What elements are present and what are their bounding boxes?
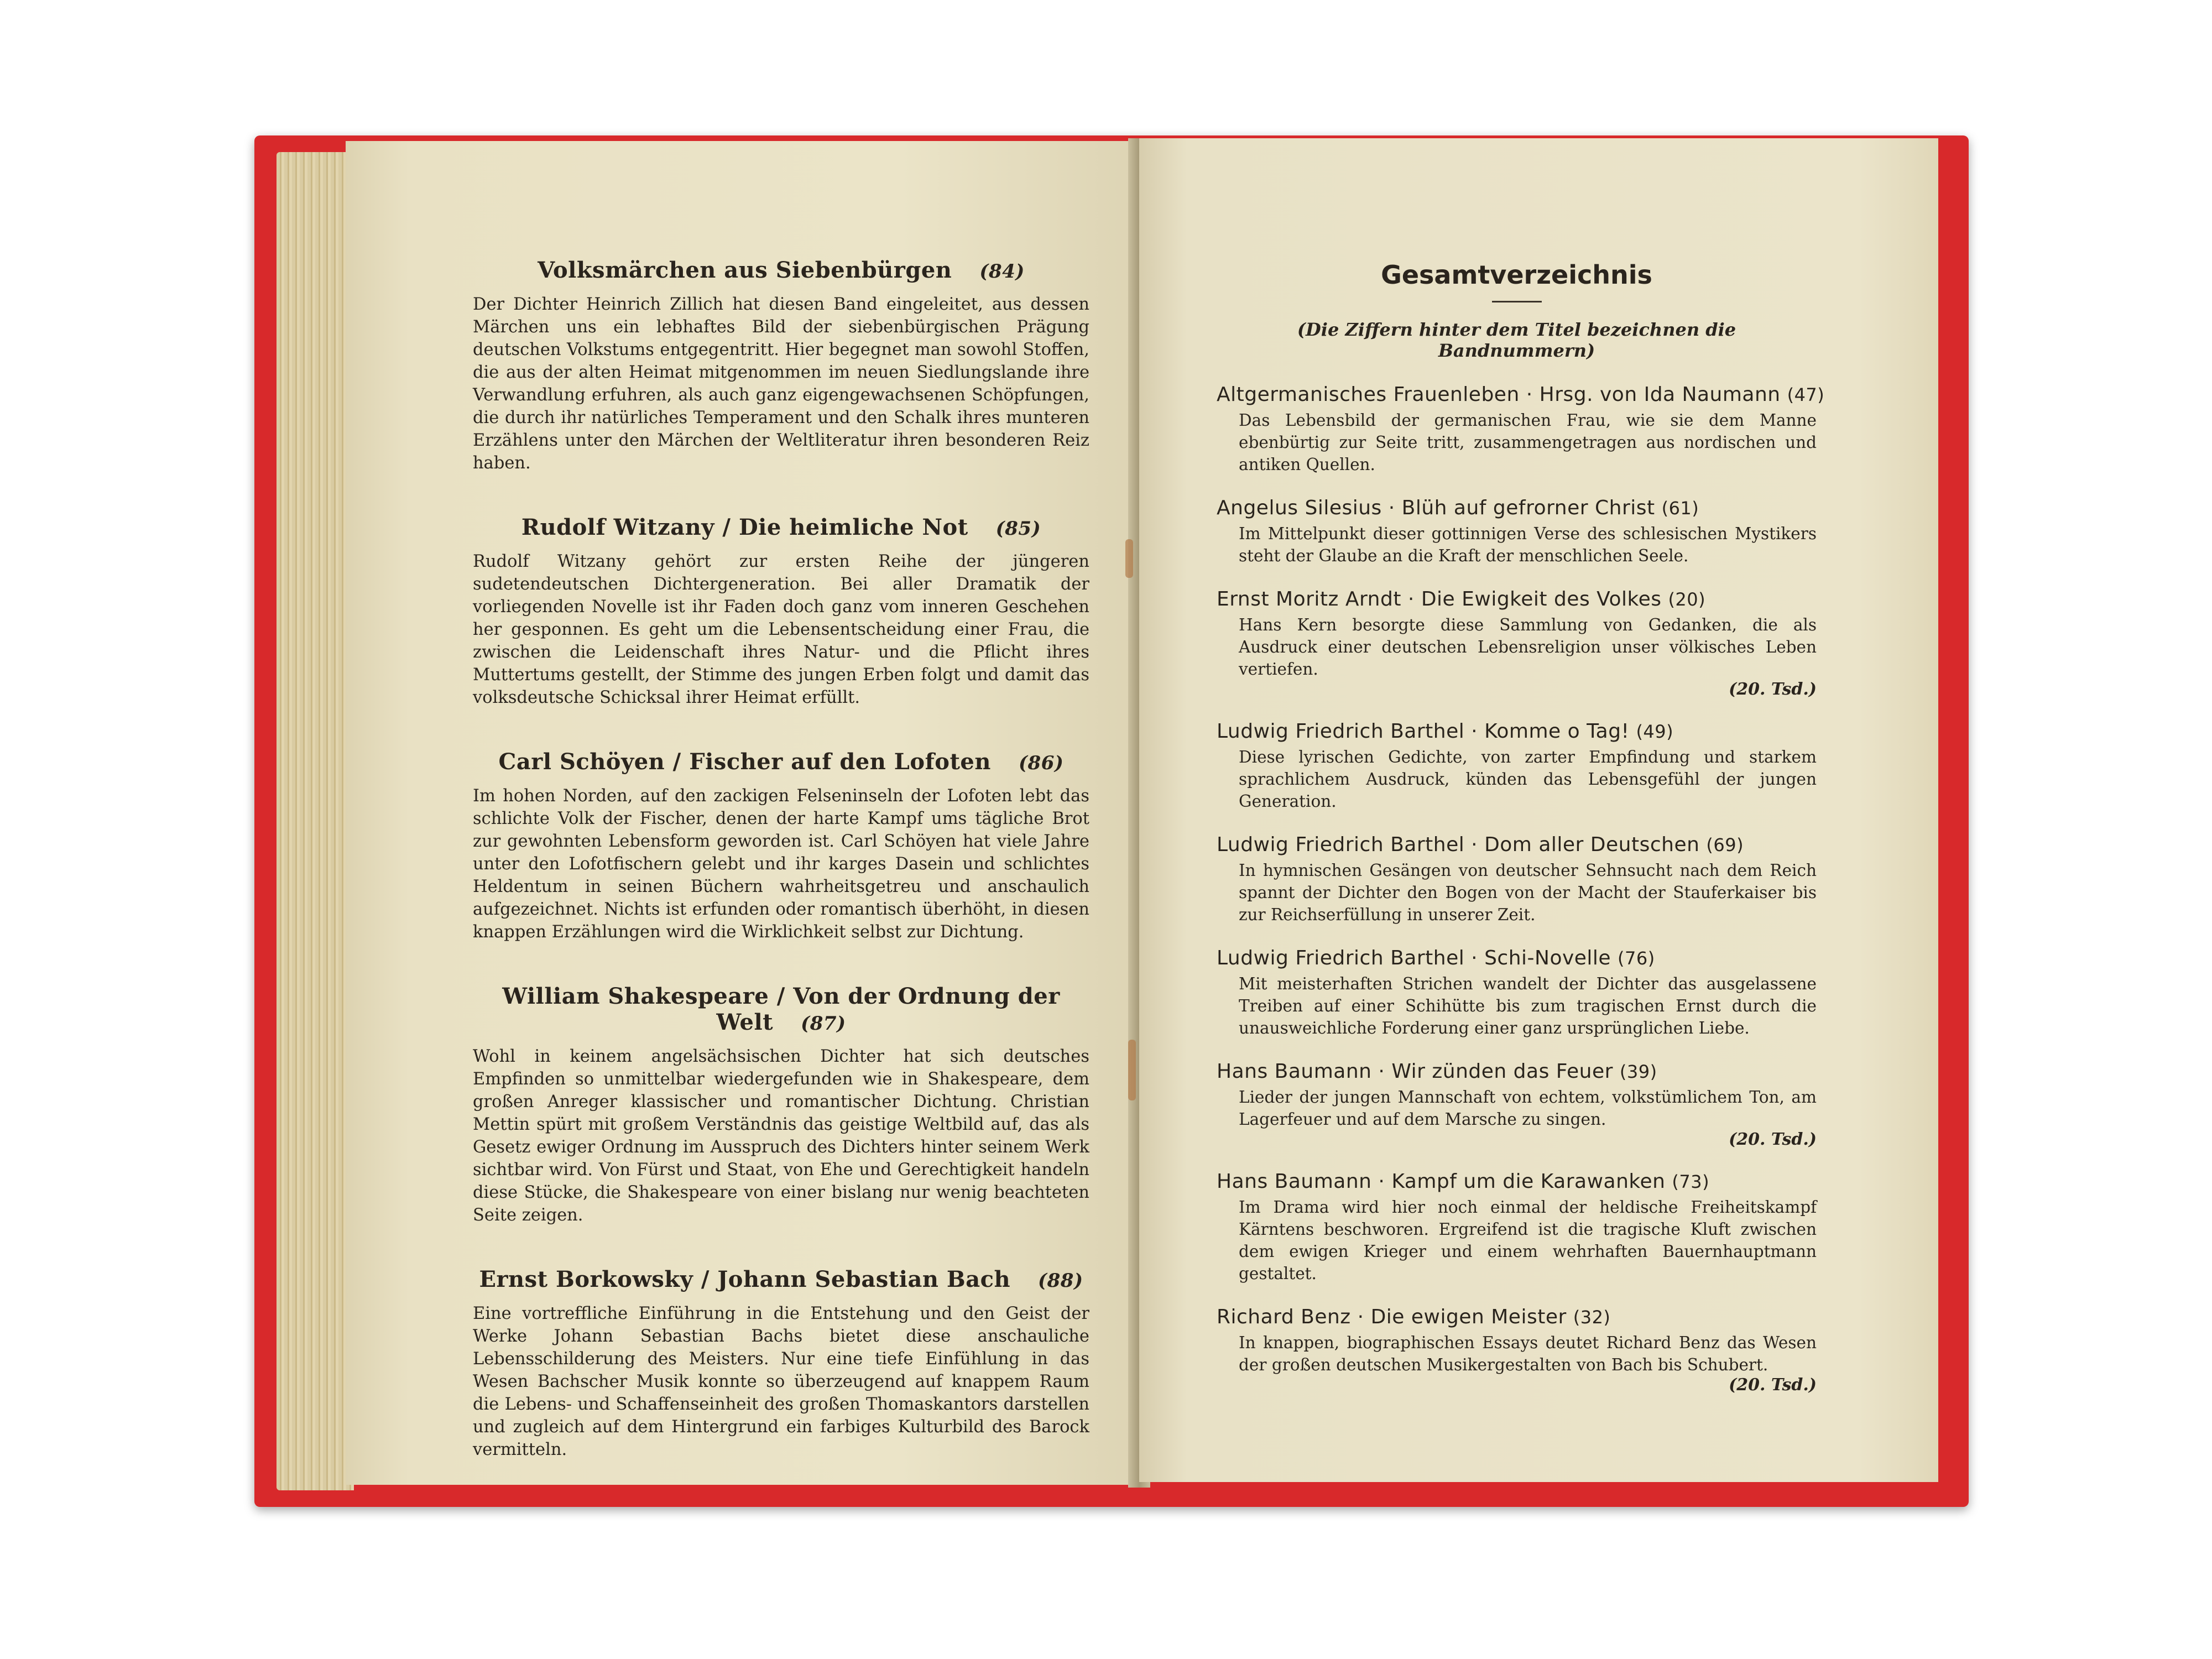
entry-description: Rudolf Witzany gehört zur ersten Reihe der jüngeren sudetendeutschen Dichtergeneration. Bei aller Dramatik der vorliegenden Novelle ist ihr Faden doch ganz vom inneren Geschehen her gesponnen. Es geht um die Lebensentscheidung einer Frau, die zwischen die Leidenschaft ihres Natur- und die Pflicht ihres Muttertums gestellt, der Stimme des jungen Erben folgt und damit das volksdeutsche Schicksal ihrer Heimat erfüllt. — [473, 552, 1089, 707]
volume-number: (47) — [1787, 384, 1825, 405]
catalog-author: Ernst Moritz Arndt — [1217, 588, 1401, 611]
volume-number: (86) — [1018, 752, 1064, 774]
gutter-stain — [1125, 539, 1133, 578]
catalog-title-text: Schi-Novelle — [1484, 947, 1611, 969]
catalog-description: Mit meisterhaften Strichen wandelt der Dichter das ausgelassene Treiben auf einer Schihütte bis zum tragischen Ernst durch die unausweichliche Forderung einer ganz ursprünglichen Liebe. — [1239, 974, 1817, 1037]
catalog-title-text: Komme o Tag! — [1484, 720, 1630, 743]
gutter-stain — [1128, 1040, 1136, 1100]
entry-88 — [473, 1266, 1089, 1461]
page-edges — [276, 152, 354, 1490]
catalog-author: Ludwig Friedrich Barthel — [1217, 720, 1465, 743]
catalog-entry-heading: Ernst Moritz Arndt · Die Ewigkeit des Volkes (20) — [1217, 588, 1706, 611]
entry-description: Der Dichter Heinrich Zillich hat diesen Band eingeleitet, aus dessen Märchen uns ein lebhaftes Bild der siebenbürgischen Prägung deutschen Volkstums entgegentritt. Hier begegnet man sowohl Stoffen, die aus der alten Heimat mitgenommen im neuen Siedlungslande ihre Verwandlung erfuhren, als auch ganz eigengewachsenen Schöpfungen, die durch ihr natürliches Temperament und den Schalk ihres munteren Erzählens unter den Märchen der Weltliteratur ihren besonderen Reiz haben. — [473, 295, 1089, 473]
catalog-title-text: Hrsg. von Ida Naumann — [1539, 383, 1781, 406]
catalog-description: In knappen, biographischen Essays deutet Richard Benz das Wesen der großen deutschen Musikergestalten von Bach bis Schubert. — [1239, 1333, 1817, 1374]
entry-heading — [473, 514, 1089, 540]
catalog-note: (Die Ziffern hinter dem Titel bezeichnen die Bandnummern) — [1297, 319, 1736, 361]
entry-title: Rudolf Witzany / Die heimliche Not — [521, 514, 968, 540]
volume-number: (87) — [801, 1013, 846, 1035]
catalog-entry-heading: Ludwig Friedrich Barthel · Schi-Novelle (76) — [1217, 947, 1655, 969]
catalog-entry-heading: Ludwig Friedrich Barthel · Dom aller Deutschen (69) — [1217, 833, 1744, 856]
volume-number: (69) — [1706, 834, 1744, 855]
volume-number: (73) — [1672, 1171, 1710, 1192]
entry-title: Volksmärchen aus Siebenbürgen — [538, 257, 952, 283]
catalog-title: Gesamtverzeichnis — [1381, 260, 1652, 290]
entry-description: Im hohen Norden, auf den zackigen Felseninseln der Lofoten lebt das schlichte Volk der Fischer, denen der harte Kampf ums tägliche Brot zur gewohnten Lebensform geworden ist. Carl Schöyen hat viele Jahre unter den Lofotfischern gelebt und ihr karges Dasein und schlichtes Heldentum in seinen Büchern wahrheitsgetreu und anschaulich aufgezeichnet. Nichts ist erfunden oder romantisch überhöht, in diesen knappen Erzählungen wird die Wirklichkeit selbst zur Dichtung. — [473, 786, 1089, 942]
catalog-author: Richard Benz — [1217, 1306, 1351, 1328]
entry-87 — [473, 983, 1089, 1227]
right-page — [1139, 138, 1938, 1482]
catalog-title-text: Dom aller Deutschen — [1484, 833, 1700, 856]
catalog-title-text: Blüh auf gefrorner Christ — [1401, 497, 1655, 519]
edition-note: (20. Tsd.) — [1729, 680, 1817, 699]
catalog-entry — [1217, 1170, 1817, 1285]
catalog-author: Ludwig Friedrich Barthel — [1217, 833, 1465, 856]
catalog-entry — [1217, 383, 1825, 476]
volume-number: (32) — [1573, 1307, 1611, 1328]
catalog-author: Ludwig Friedrich Barthel — [1217, 947, 1465, 969]
catalog-author: Hans Baumann — [1217, 1060, 1372, 1083]
catalog-entry — [1217, 1306, 1817, 1395]
volume-number: (49) — [1636, 721, 1674, 742]
volume-number: (85) — [995, 518, 1041, 540]
catalog-description: Im Drama wird hier noch einmal der heldische Freiheitskampf Kärntens beschworen. Ergreifend ist die tragische Kluft zwischen dem ewigen Krieger und einem wehrhaften Bauernhauptmann gestaltet. — [1239, 1198, 1817, 1283]
catalog-entry-heading: Angelus Silesius · Blüh auf gefrorner Christ (61) — [1217, 497, 1699, 519]
catalog-author: Angelus Silesius — [1217, 497, 1382, 519]
catalog-entry-heading: Hans Baumann · Wir zünden das Feuer (39) — [1217, 1060, 1657, 1083]
catalog-entry — [1217, 497, 1817, 567]
entry-description: Wohl in keinem angelsächsischen Dichter hat sich deutsches Empfinden so unmittelbar wiedergefunden wie in Shakespeare, dem großen Anreger klassischer und romantischer Dichtung. Christian Mettin spürt mit großem Verständnis das geistige Weltbild auf, das als Gesetz ewiger Ordnung im Ausspruch des Dichters hinter seinem Werk sichtbar wird. Von Fürst und Staat, von Ehe und Gerechtigkeit handeln diese Stücke, die Shakespeare von einer bislang nur wenig beachteten Seite zeigen. — [473, 1047, 1089, 1225]
catalog-entry-heading: Ludwig Friedrich Barthel · Komme o Tag! (49) — [1217, 720, 1674, 743]
entry-heading — [473, 983, 1089, 1035]
catalog-title-text: Wir zünden das Feuer — [1391, 1060, 1613, 1083]
volume-number: (84) — [979, 260, 1025, 283]
entry-title: Carl Schöyen / Fischer auf den Lofoten — [498, 749, 991, 775]
catalog-description: Lieder der jungen Mannschaft von echtem, volkstümlichem Ton, am Lagerfeuer und auf dem Marsche zu singen. — [1239, 1088, 1817, 1129]
catalog-entry — [1217, 833, 1817, 926]
volume-number: (20) — [1668, 589, 1706, 610]
volume-number: (88) — [1038, 1270, 1083, 1292]
catalog-description: Diese lyrischen Gedichte, von zarter Empfindung und starkem sprachlichem Ausdruck, künden das Lebensgefühl der jungen Generation. — [1239, 748, 1817, 811]
entry-86 — [473, 749, 1089, 943]
edition-note: (20. Tsd.) — [1729, 1130, 1817, 1149]
entry-heading — [473, 1266, 1089, 1292]
volume-number: (39) — [1619, 1061, 1657, 1082]
catalog-entry — [1217, 588, 1817, 699]
title-rule — [1492, 301, 1542, 302]
catalog-entry-heading: Hans Baumann · Kampf um die Karawanken (73) — [1217, 1170, 1710, 1193]
catalog-author: Hans Baumann — [1217, 1170, 1372, 1193]
catalog-entry-heading: Richard Benz · Die ewigen Meister (32) — [1217, 1306, 1611, 1328]
volume-number: (76) — [1618, 948, 1655, 969]
entry-description: Eine vortreffliche Einführung in die Entstehung und den Geist der Werke Johann Sebastian Bachs bietet diese anschauliche Lebensschilderung des Meisters. Nur eine tiefe Einfühlung in das Wesen Bachscher Musik konnte so überzeugend auf knappem Raum die Lebens- und Schaffenseinheit des großen Thomaskantors darstellen und zugleich auf dem Hintergrund ein farbiges Kulturbild des Barock vermitteln. — [473, 1304, 1089, 1459]
catalog-description: Im Mittelpunkt dieser gottinnigen Verse des schlesischen Mystikers steht der Glaube an die Kraft der menschlichen Seele. — [1239, 524, 1817, 565]
entry-heading — [473, 749, 1089, 775]
catalog-description: Das Lebensbild der germanischen Frau, wie sie dem Manne ebenbürtig zur Seite tritt, zusammengetragen aus nordischen und antiken Quellen. — [1239, 411, 1817, 474]
catalog-entry — [1217, 720, 1817, 812]
catalog-title-text: Kampf um die Karawanken — [1391, 1170, 1666, 1193]
catalog-entry — [1217, 947, 1817, 1039]
catalog-description: In hymnischen Gesängen von deutscher Sehnsucht nach dem Reich spannt der Dichter den Bogen von der Macht der Stauferkaiser bis zur Reichserfüllung in unserer Zeit. — [1239, 861, 1817, 924]
edition-note: (20. Tsd.) — [1729, 1375, 1817, 1395]
catalog-title-text: Die Ewigkeit des Volkes — [1421, 588, 1662, 611]
catalog-description: Hans Kern besorgte diese Sammlung von Gedanken, die als Ausdruck einer deutschen Lebensreligion unser völkisches Leben vertiefen. — [1239, 615, 1817, 679]
entry-title: William Shakespeare / Von der Ordnung der Welt — [502, 983, 1060, 1035]
catalog-entry — [1217, 1060, 1817, 1149]
entry-heading — [473, 257, 1089, 283]
catalog-title-text: Die ewigen Meister — [1370, 1306, 1567, 1328]
volume-number: (61) — [1661, 498, 1699, 519]
catalog-entry-heading: Altgermanisches Frauenleben · Hrsg. von Ida Naumann (47) — [1217, 383, 1825, 406]
left-page — [346, 141, 1136, 1485]
entry-84 — [473, 257, 1089, 474]
entry-title: Ernst Borkowsky / Johann Sebastian Bach — [479, 1266, 1011, 1292]
entry-85 — [473, 514, 1089, 709]
catalog-author: Altgermanisches Frauenleben — [1217, 383, 1520, 406]
